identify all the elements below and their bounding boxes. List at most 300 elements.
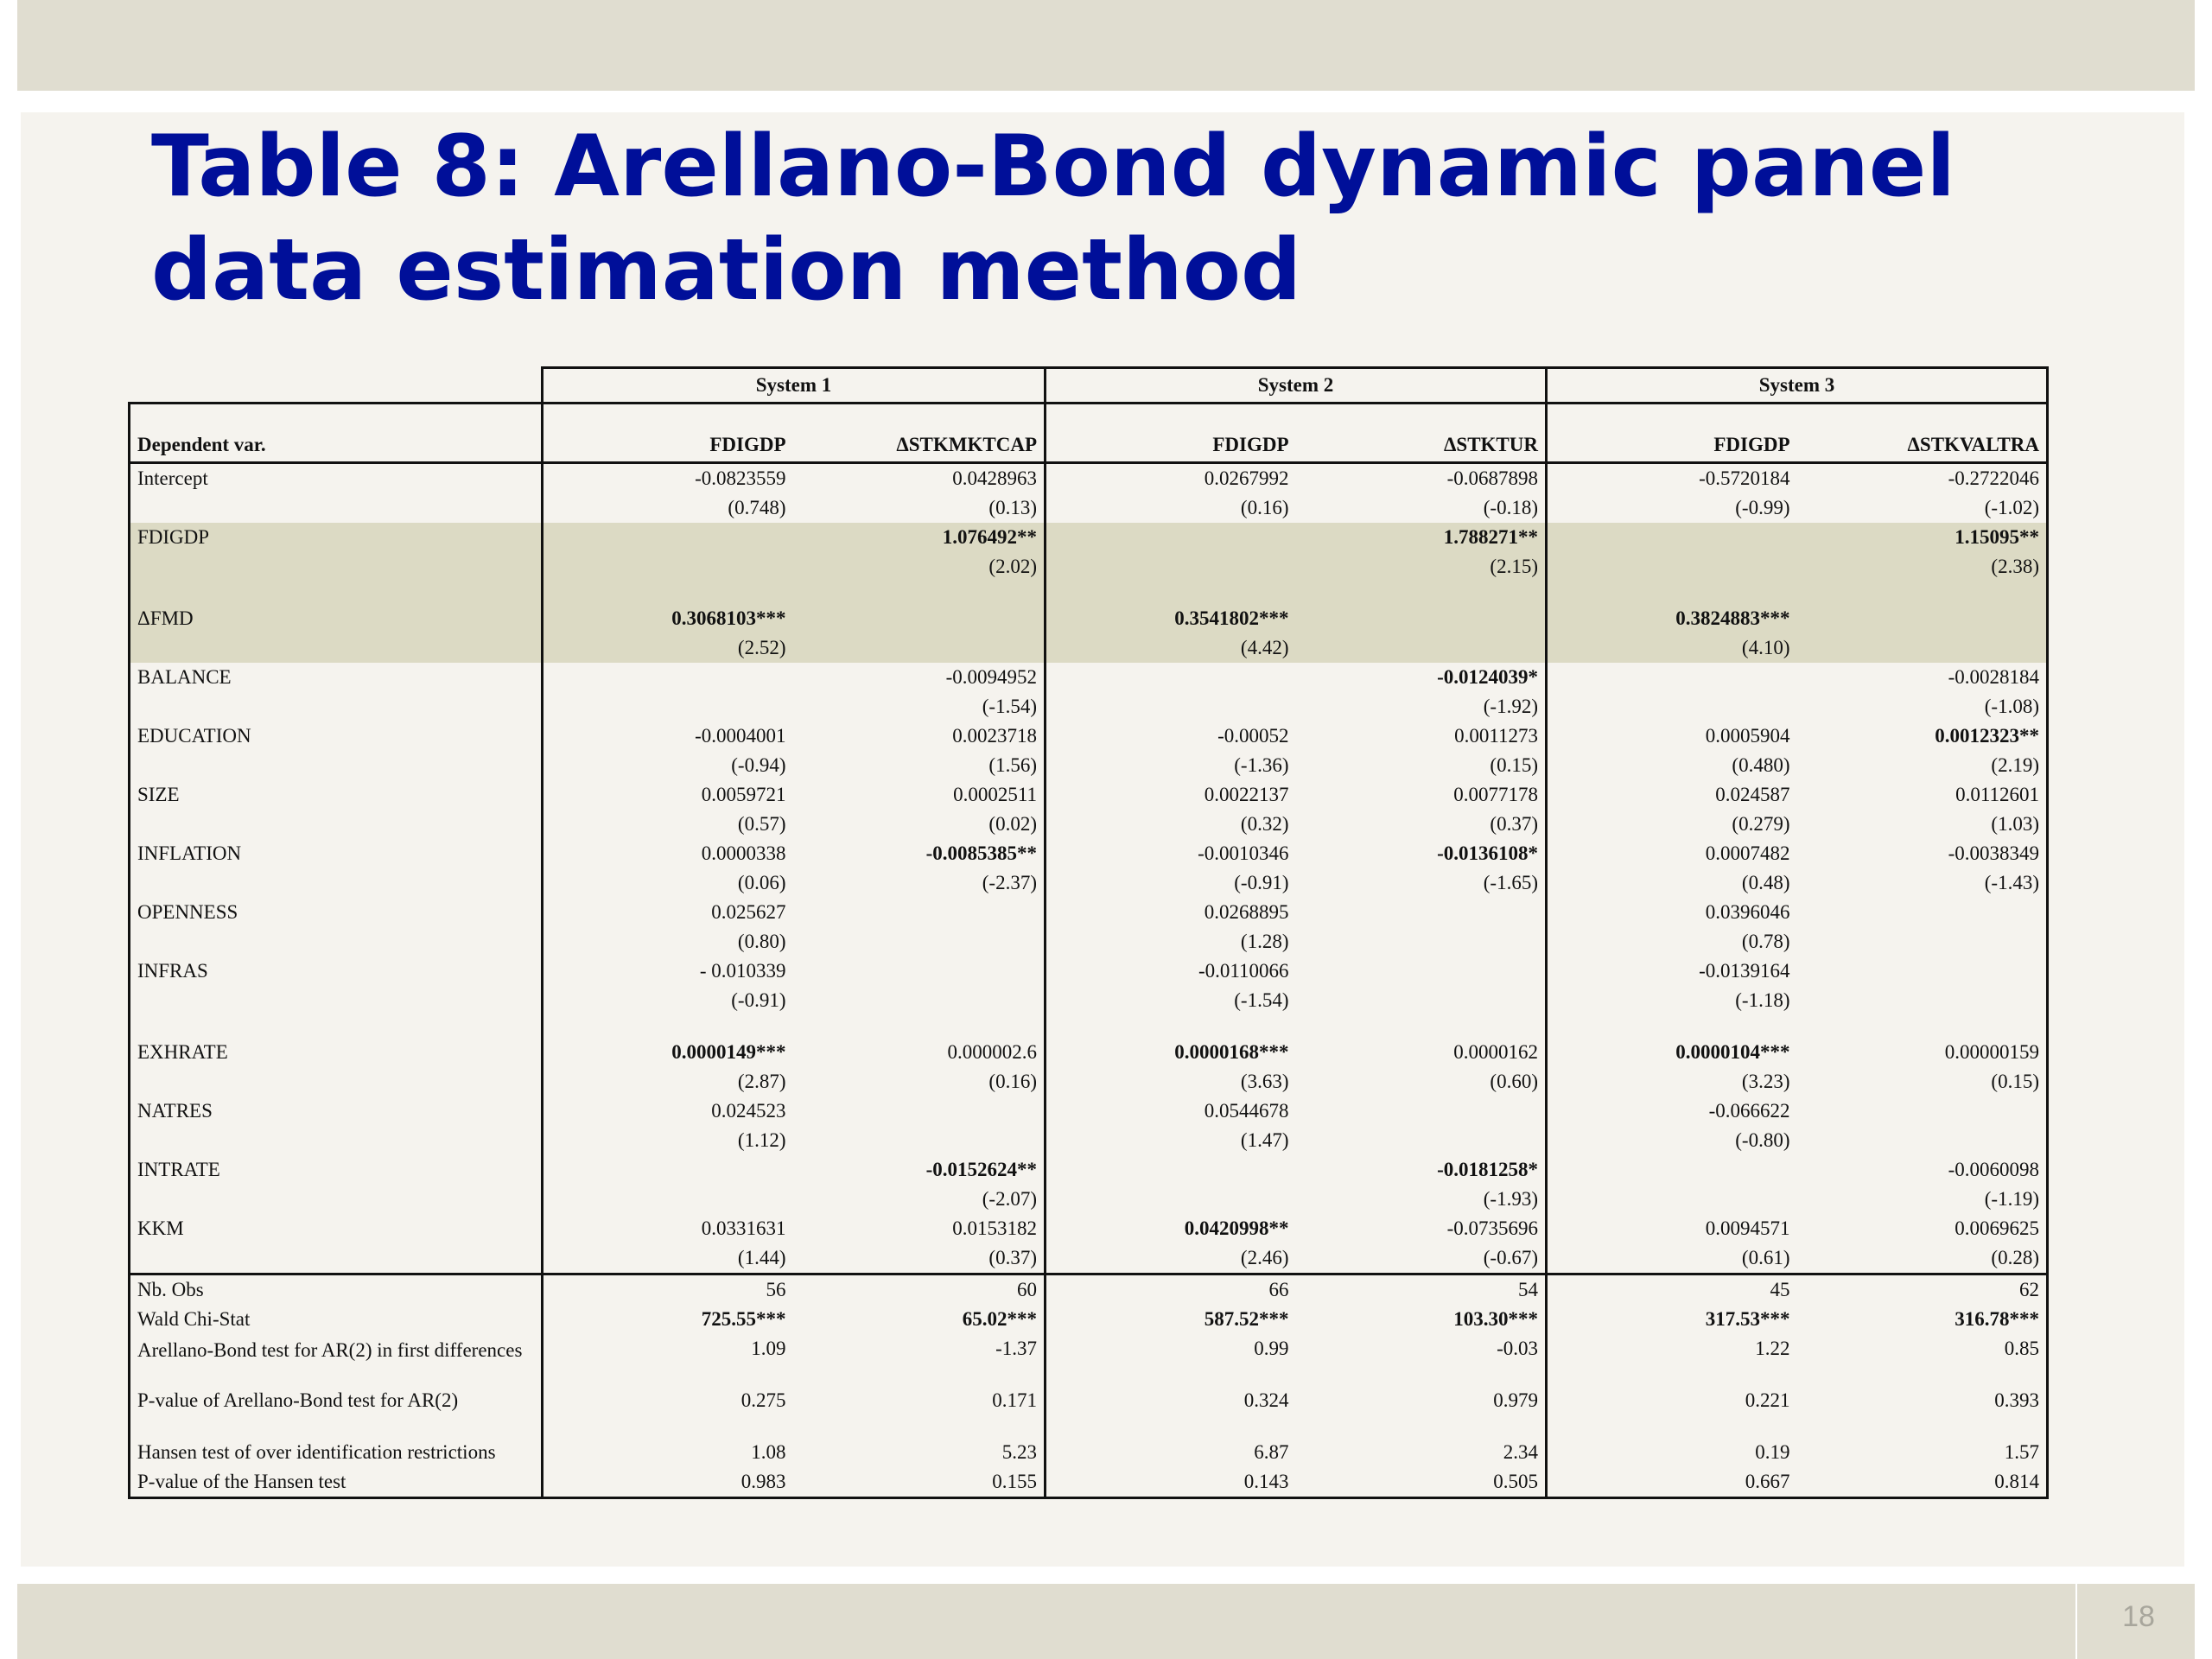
stat-value: 6.87 [1254, 1441, 1289, 1463]
coef-cell: 1.15095** [1797, 523, 2048, 552]
stat-value: 316.78*** [1797, 1305, 2048, 1334]
stat-row [130, 1438, 2048, 1467]
tstat-cell [1296, 927, 1547, 957]
tstat-cell: (-0.99) [1735, 497, 1790, 518]
tstat-cell: (-0.67) [1296, 1243, 1547, 1274]
coef-cell: -0.0735696 [1296, 1214, 1547, 1243]
coef-cell: -0.0152624** [793, 1155, 1046, 1185]
system-header: System 1 [543, 368, 1046, 404]
tstat-cell: (-1.65) [1296, 868, 1547, 898]
tstat-cell [1296, 1126, 1547, 1155]
tstat-cell [1797, 1126, 2048, 1155]
tstat-cell: (2.52) [543, 633, 793, 663]
tstat-cell: (-1.19) [1797, 1185, 2048, 1214]
spacer-cell [1296, 1363, 1547, 1386]
coef-cell: -0.0085385** [793, 839, 1046, 868]
coef-cell: 0.0012323** [1797, 721, 2048, 751]
tstat-cell [1296, 633, 1547, 663]
stat-value: 587.52*** [1204, 1308, 1289, 1330]
tstat-cell: (-1.54) [1234, 989, 1289, 1011]
tstat-cell: (-1.54) [793, 692, 1046, 721]
tstat-cell: (2.19) [1797, 751, 2048, 780]
stat-value: 0.505 [1296, 1467, 1547, 1498]
row-label: INTRATE [130, 1155, 543, 1185]
system-header: System 3 [1547, 368, 2048, 404]
tstat-cell: (0.57) [737, 813, 786, 835]
tstat-cell: (0.48) [1741, 872, 1790, 893]
tstat-cell: (0.80) [737, 931, 786, 952]
stat-row [130, 1334, 2048, 1363]
stat-value: 2.34 [1296, 1438, 1547, 1467]
dependent-var-header: FDIGDP [543, 404, 793, 463]
stat-label: Arellano-Bond test for AR(2) in first differences [130, 1334, 543, 1363]
row-label: OPENNESS [130, 898, 543, 927]
tstat-cell: (1.47) [1240, 1129, 1289, 1151]
spacer-cell [543, 1415, 793, 1438]
tstat-cell: (0.32) [1240, 813, 1289, 835]
table-row [130, 1155, 2048, 1185]
stat-label: Wald Chi-Stat [130, 1305, 543, 1334]
coef-cell: 0.0428963 [793, 463, 1046, 494]
table-row [130, 604, 2048, 633]
coef-cell: 0.0153182 [793, 1214, 1046, 1243]
spacer-cell [793, 582, 1046, 604]
dependent-var-label: Dependent var. [130, 404, 543, 463]
coef-cell [793, 898, 1046, 927]
coef-cell [1046, 523, 1296, 552]
coef-cell [1547, 663, 1797, 692]
system-header-row [130, 368, 2048, 404]
coef-cell: -0.00052 [1217, 725, 1289, 747]
stat-value: 0.814 [1797, 1467, 2048, 1498]
tstat-cell: (1.28) [1240, 931, 1289, 952]
row-label-empty [130, 986, 543, 1015]
row-label: SIZE [130, 780, 543, 810]
coef-cell: -0.0136108* [1296, 839, 1547, 868]
tstat-cell: (4.10) [1547, 633, 1797, 663]
tstat-cell: (2.38) [1797, 552, 2048, 582]
coef-cell: 0.0059721 [701, 784, 786, 805]
coef-cell [543, 1155, 793, 1185]
tstat-cell: (0.06) [737, 872, 786, 893]
tstat-cell: (2.46) [1046, 1243, 1296, 1274]
coef-cell: 0.024523 [711, 1100, 786, 1122]
spacer-cell [1296, 1015, 1547, 1038]
coef-cell: -0.0181258* [1296, 1155, 1547, 1185]
table-row-se [130, 1067, 2048, 1096]
stat-value: 1.57 [1797, 1438, 2048, 1467]
coef-cell: 0.0077178 [1296, 780, 1547, 810]
stat-value: 0.85 [1797, 1334, 2048, 1363]
coef-cell [1547, 1155, 1797, 1185]
stat-value: 5.23 [793, 1438, 1046, 1467]
coef-cell [1547, 523, 1797, 552]
tstat-cell [1547, 552, 1797, 582]
spacer-row [130, 1415, 2048, 1438]
table-row-se [130, 868, 2048, 898]
coef-cell: 0.3068103*** [543, 604, 793, 633]
spacer-cell [543, 1015, 793, 1038]
tstat-cell [793, 927, 1046, 957]
tstat-cell: (0.02) [793, 810, 1046, 839]
coef-cell: 0.0000338 [701, 842, 786, 864]
stat-value: 0.171 [793, 1386, 1046, 1415]
tstat-cell [1547, 692, 1797, 721]
spacer-cell [1797, 1015, 2048, 1038]
top-band [17, 0, 2195, 91]
coef-cell [1046, 1155, 1296, 1185]
table-row [130, 463, 2048, 494]
tstat-cell [543, 692, 793, 721]
slide-title: Table 8: Arellano-Bond dynamic panel data estimation method [151, 118, 1955, 320]
row-label-empty [130, 633, 543, 663]
tstat-cell: (0.16) [1240, 497, 1289, 518]
coef-cell: -0.0094952 [793, 663, 1046, 692]
tstat-cell: (-1.08) [1797, 692, 2048, 721]
tstat-cell: (0.28) [1797, 1243, 2048, 1274]
row-label-empty [130, 810, 543, 839]
row-label-empty [130, 751, 543, 780]
stat-row [130, 1305, 2048, 1334]
footer-divider [2075, 1584, 2077, 1659]
coef-cell: 0.0331631 [701, 1217, 786, 1239]
table-row-se [130, 1243, 2048, 1274]
coef-cell: -0.0823559 [695, 467, 786, 489]
coef-cell [1797, 898, 2048, 927]
stat-value: 103.30*** [1296, 1305, 1547, 1334]
tstat-cell: (-0.91) [731, 989, 786, 1011]
tstat-cell: (1.56) [793, 751, 1046, 780]
row-label-empty [130, 927, 543, 957]
table-row [130, 1096, 2048, 1126]
dependent-var-header: FDIGDP [1547, 404, 1797, 463]
spacer-cell [1797, 1363, 2048, 1386]
stat-row [130, 1274, 2048, 1306]
tstat-cell: (-0.94) [731, 754, 786, 776]
stat-row [130, 1386, 2048, 1415]
tstat-cell: (2.02) [793, 552, 1046, 582]
tstat-cell: (-1.36) [1234, 754, 1289, 776]
coef-cell: -0.0060098 [1797, 1155, 2048, 1185]
stat-value: -0.03 [1296, 1334, 1547, 1363]
tstat-cell: (0.748) [728, 497, 786, 518]
table-row-se [130, 1185, 2048, 1214]
coef-cell: -0.0110066 [1198, 960, 1289, 982]
stat-value: 0.667 [1547, 1467, 1797, 1498]
row-label: ΔFMD [130, 604, 543, 633]
tstat-cell: (1.44) [543, 1243, 793, 1274]
spacer-row [130, 1363, 2048, 1386]
spacer-row [130, 1015, 2048, 1038]
tstat-cell: (0.37) [793, 1243, 1046, 1274]
stat-value: 0.393 [1797, 1386, 2048, 1415]
stat-label: Nb. Obs [130, 1274, 543, 1306]
coef-cell: -0.0010346 [1198, 842, 1289, 864]
dependent-var-header: ΔSTKVALTRA [1797, 404, 2048, 463]
row-label-empty [130, 1185, 543, 1214]
coef-cell: 0.0011273 [1296, 721, 1547, 751]
tstat-cell: (0.13) [793, 493, 1046, 523]
coef-cell: 0.0000104*** [1675, 1041, 1790, 1063]
coef-cell: 0.0005904 [1705, 725, 1790, 747]
table-row [130, 523, 2048, 552]
tstat-cell [543, 1185, 793, 1214]
stat-value: 0.979 [1296, 1386, 1547, 1415]
table-row-se [130, 493, 2048, 523]
stat-value: 317.53*** [1705, 1308, 1790, 1330]
tstat-cell: (0.60) [1296, 1067, 1547, 1096]
stat-value: 65.02*** [793, 1305, 1046, 1334]
tstat-cell: (-1.93) [1296, 1185, 1547, 1214]
table-row [130, 1038, 2048, 1067]
tstat-cell: (-1.18) [1735, 989, 1790, 1011]
coef-cell: -0.5720184 [1699, 467, 1790, 489]
table-row [130, 721, 2048, 751]
coef-cell: -0.066622 [1708, 1100, 1790, 1122]
row-label: KKM [130, 1214, 543, 1243]
stat-value: 1.09 [751, 1338, 786, 1359]
table-row [130, 663, 2048, 692]
stat-value: 0.19 [1755, 1441, 1790, 1463]
row-label: NATRES [130, 1096, 543, 1126]
coef-cell: 0.000002.6 [793, 1038, 1046, 1067]
table-row [130, 898, 2048, 927]
spacer-row [130, 582, 2048, 604]
coef-cell: -0.0004001 [695, 725, 786, 747]
tstat-cell: (0.16) [793, 1067, 1046, 1096]
spacer-cell [1547, 582, 1797, 604]
table-row [130, 957, 2048, 986]
tstat-cell: (0.37) [1296, 810, 1547, 839]
tstat-cell: (-1.92) [1296, 692, 1547, 721]
coef-cell: 0.0267992 [1204, 467, 1289, 489]
coef-cell [1797, 957, 2048, 986]
spacer-cell [1296, 582, 1547, 604]
coef-cell: 1.788271** [1296, 523, 1547, 552]
coef-cell: 0.0396046 [1705, 901, 1790, 923]
tstat-cell [1797, 986, 2048, 1015]
table-row-se [130, 1126, 2048, 1155]
spacer-cell [793, 1363, 1046, 1386]
coef-cell: 0.0000168*** [1174, 1041, 1289, 1063]
tstat-cell: (2.15) [1296, 552, 1547, 582]
spacer-cell [130, 1363, 543, 1386]
stat-value: -1.37 [793, 1334, 1046, 1363]
coef-cell: 0.3541802*** [1046, 604, 1296, 633]
coef-cell [793, 957, 1046, 986]
row-label-empty [130, 1243, 543, 1274]
spacer-cell [130, 582, 543, 604]
spacer-cell [1797, 582, 2048, 604]
tstat-cell: (4.42) [1046, 633, 1296, 663]
regression-table [128, 366, 2049, 1499]
coef-cell [1046, 663, 1296, 692]
tstat-cell [1046, 1185, 1296, 1214]
tstat-cell [793, 1126, 1046, 1155]
table-row-se [130, 810, 2048, 839]
spacer-cell [1046, 1415, 1296, 1438]
row-label-empty [130, 1126, 543, 1155]
tstat-cell: (-0.80) [1735, 1129, 1790, 1151]
tstat-cell: (-1.43) [1797, 868, 2048, 898]
row-label: INFRAS [130, 957, 543, 986]
stat-value: 62 [1797, 1274, 2048, 1306]
spacer-cell [793, 1415, 1046, 1438]
coef-cell: 0.0268895 [1204, 901, 1289, 923]
dependent-var-row [130, 404, 2048, 463]
stat-value: 725.55*** [701, 1308, 786, 1330]
tstat-cell: (2.87) [737, 1071, 786, 1092]
coef-cell: -0.0139164 [1699, 960, 1790, 982]
tstat-cell [1046, 552, 1296, 582]
table-row-se [130, 751, 2048, 780]
tstat-cell [793, 633, 1046, 663]
tstat-cell: (-2.07) [793, 1185, 1046, 1214]
table-row [130, 839, 2048, 868]
tstat-cell: (0.61) [1547, 1243, 1797, 1274]
coef-cell [1296, 898, 1547, 927]
coef-cell: 0.0112601 [1797, 780, 2048, 810]
spacer-cell [543, 1363, 793, 1386]
dependent-var-header: ΔSTKTUR [1296, 404, 1547, 463]
tstat-cell: (1.12) [737, 1129, 786, 1151]
stat-label: P-value of Arellano-Bond test for AR(2) [130, 1386, 543, 1415]
stat-value: 0.324 [1243, 1389, 1289, 1411]
stat-value: 54 [1296, 1274, 1547, 1306]
spacer-cell [1046, 1015, 1296, 1038]
row-label-empty [130, 552, 543, 582]
coef-cell: -0.0124039* [1296, 663, 1547, 692]
row-label: EDUCATION [130, 721, 543, 751]
tstat-cell [1797, 633, 2048, 663]
table-row [130, 780, 2048, 810]
row-label: FDIGDP [130, 523, 543, 552]
coef-cell: 0.0022137 [1204, 784, 1289, 805]
coef-cell: 0.0000162 [1296, 1038, 1547, 1067]
spacer-cell [543, 582, 793, 604]
dependent-var-header: ΔSTKMKTCAP [793, 404, 1046, 463]
row-label-empty [130, 868, 543, 898]
tstat-cell: (0.279) [1732, 813, 1790, 835]
coef-cell [1797, 1096, 2048, 1126]
coef-cell: 1.076492** [793, 523, 1046, 552]
spacer-cell [1547, 1015, 1797, 1038]
row-label-empty [130, 493, 543, 523]
coef-cell: 0.0544678 [1204, 1100, 1289, 1122]
table-row-se [130, 692, 2048, 721]
tstat-cell: (-0.91) [1234, 872, 1289, 893]
row-label-empty [130, 1067, 543, 1096]
row-label: INFLATION [130, 839, 543, 868]
table-row-se [130, 633, 2048, 663]
stat-value: 1.22 [1755, 1338, 1790, 1359]
spacer-cell [130, 1015, 543, 1038]
tstat-cell: (3.23) [1741, 1071, 1790, 1092]
stat-label: Hansen test of over identification restrictions [130, 1438, 543, 1467]
coef-cell: - 0.010339 [699, 960, 786, 982]
tstat-cell: (0.15) [1296, 751, 1547, 780]
coef-cell [793, 1096, 1046, 1126]
coef-cell: -0.0028184 [1797, 663, 2048, 692]
spacer-cell [1797, 1415, 2048, 1438]
coef-cell: 0.024587 [1715, 784, 1790, 805]
tstat-cell: (3.63) [1240, 1071, 1289, 1092]
spacer-cell [793, 1015, 1046, 1038]
coef-cell: 0.0000149*** [671, 1041, 786, 1063]
system-header: System 2 [1046, 368, 1547, 404]
stat-value: 0.99 [1254, 1338, 1289, 1359]
spacer-cell [1046, 582, 1296, 604]
bottom-band [17, 1584, 2195, 1659]
tstat-cell [1547, 1185, 1797, 1214]
stat-value: 45 [1770, 1279, 1790, 1300]
coef-cell: 0.025627 [711, 901, 786, 923]
coef-cell: 0.00000159 [1797, 1038, 2048, 1067]
spacer-cell [130, 1415, 543, 1438]
spacer-cell [1547, 1363, 1797, 1386]
coef-cell [1797, 604, 2048, 633]
stat-label: P-value of the Hansen test [130, 1467, 543, 1498]
spacer-cell [1296, 1415, 1547, 1438]
tstat-cell [1797, 927, 2048, 957]
table-row-se [130, 927, 2048, 957]
tstat-cell [543, 552, 793, 582]
table-row [130, 1214, 2048, 1243]
tstat-cell: (0.480) [1732, 754, 1790, 776]
row-label: Intercept [130, 463, 543, 494]
tstat-cell: (1.03) [1797, 810, 2048, 839]
stat-value: 60 [793, 1274, 1046, 1306]
coef-cell [793, 604, 1046, 633]
tstat-cell [1296, 986, 1547, 1015]
coef-cell: 0.0420998** [1184, 1217, 1289, 1239]
stat-value: 0.221 [1745, 1389, 1790, 1411]
row-label-empty [130, 692, 543, 721]
tstat-cell: (-1.02) [1797, 493, 2048, 523]
tstat-cell: (-2.37) [793, 868, 1046, 898]
coef-cell [1296, 1096, 1547, 1126]
spacer-cell [1046, 1363, 1296, 1386]
stat-value: 0.275 [741, 1389, 786, 1411]
stat-value: 0.155 [793, 1467, 1046, 1498]
tstat-cell: (0.78) [1741, 931, 1790, 952]
spacer-cell [1547, 1415, 1797, 1438]
coef-cell [543, 663, 793, 692]
coef-cell: -0.0687898 [1296, 463, 1547, 494]
stat-row [130, 1467, 2048, 1498]
coef-cell: 0.0069625 [1797, 1214, 2048, 1243]
coef-cell: 0.0007482 [1705, 842, 1790, 864]
coef-cell [1296, 604, 1547, 633]
stat-value: 66 [1268, 1279, 1289, 1300]
coef-cell: 0.0023718 [793, 721, 1046, 751]
stat-value: 56 [766, 1279, 786, 1300]
stat-value: 0.983 [543, 1467, 793, 1498]
page-number: 18 [2122, 1600, 2155, 1633]
blank-header-cell [130, 368, 543, 404]
coef-cell: -0.2722046 [1797, 463, 2048, 494]
row-label: EXHRATE [130, 1038, 543, 1067]
coef-cell [543, 523, 793, 552]
tstat-cell: (-0.18) [1296, 493, 1547, 523]
tstat-cell [793, 986, 1046, 1015]
tstat-cell: (0.15) [1797, 1067, 2048, 1096]
stat-value: 1.08 [751, 1441, 786, 1463]
coef-cell: 0.0002511 [793, 780, 1046, 810]
coef-cell: 0.0094571 [1705, 1217, 1790, 1239]
table-row-se [130, 552, 2048, 582]
stat-value: 0.143 [1046, 1467, 1296, 1498]
